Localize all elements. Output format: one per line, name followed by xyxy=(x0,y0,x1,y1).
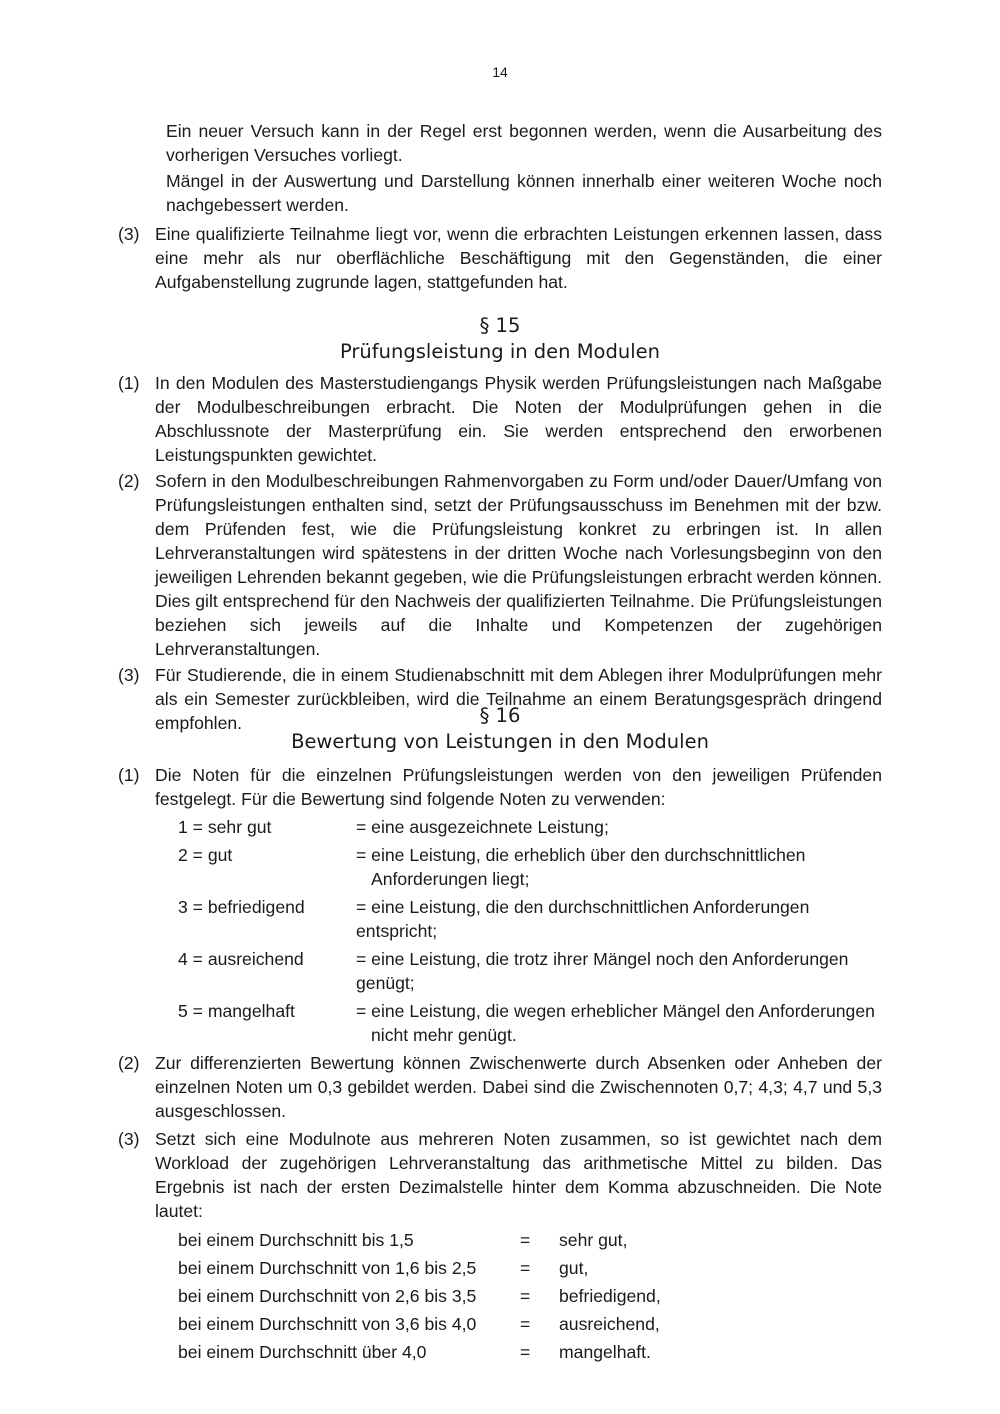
paragraph-text: In den Modulen des Masterstudiengangs Physik werden Prüfungsleistungen nach Maßgabe der Modulbeschreibungen erbracht. Die Noten der Modulprüfungen gehen in die Abschlussnote der Masterprüfung ein. Sie werden entsprechend den erworbenen Leistungspunkten gewichtet. xyxy=(155,373,882,465)
section-16-heading xyxy=(118,703,882,755)
average-row xyxy=(118,1228,882,1252)
average-row xyxy=(118,1256,882,1280)
grade-description: = eine Leistung, die wegen erheblicher Mängel den Anforderungen nicht mehr genügt. xyxy=(356,1001,875,1045)
section-title: Prüfungsleistung in den Modulen xyxy=(339,340,661,363)
average-row xyxy=(118,1284,882,1308)
grade-row xyxy=(118,815,882,839)
paragraph-text: Setzt sich eine Modulnote aus mehreren Noten zusammen, so ist gewichtet nach dem Workload der zugehörigen Lehrveranstaltung das arithmetische Mittel zu bilden. Das Ergebnis ist nach der ersten Dezimalstelle hinter dem Komma abzuschneiden. Die Note lautet: xyxy=(155,1129,882,1221)
grade-label: 5 = mangelhaft xyxy=(178,1001,295,1021)
paragraph-number: (1) xyxy=(118,373,140,393)
average-grade-table xyxy=(118,1228,882,1364)
average-result: mangelhaft. xyxy=(559,1342,651,1362)
paragraph-number: (2) xyxy=(118,1053,140,1073)
average-range: bei einem Durchschnitt von 3,6 bis 4,0 xyxy=(178,1314,477,1334)
grade-description: = eine Leistung, die erheblich über den durchschnittlichen Anforderungen liegt; xyxy=(356,845,806,889)
paragraph-text: Zur differenzierten Bewertung können Zwischenwerte durch Absenken oder Anheben der einzelnen Noten um 0,3 gebildet werden. Dabei sind die Zwischennoten 0,7; 4,3; 4,7 und 5,3 ausgeschlossen. xyxy=(155,1053,882,1121)
grade-row xyxy=(118,947,882,995)
average-row xyxy=(118,1312,882,1336)
paragraph-text: Sofern in den Modulbeschreibungen Rahmenvorgaben zu Form und/oder Dauer/Umfang von Prüfungsleistungen enthalten sind, setzt der Prüfungsausschuss im Benehmen mit der bzw. dem Prüfenden fest, wie die Prüfungsleistung konkret zu erbringen ist. In allen Lehrveranstaltungen wird spätestens in der dritten Woche nach Vorlesungsbeginn von den jeweiligen Lehrenden bekannt gegeben, wie die Prüfungsleistungen erbracht werden können. Dies gilt entsprechend für den Nachweis der qualifizierten Teilnahme. Die Prüfungsleistungen beziehen sich jeweils auf die Inhalte und Kompetenzen der zugehörigen Lehrveranstaltungen. xyxy=(155,471,882,659)
average-range: bei einem Durchschnitt über 4,0 xyxy=(178,1342,427,1362)
section-title: Bewertung von Leistungen in den Modulen xyxy=(291,730,709,753)
paragraph-text: Eine qualifizierte Teilnahme liegt vor, wenn die erbrachten Leistungen erkennen lassen, dass eine mehr als nur oberflächliche Beschäftigung mit den Gegenständen, die einer Aufgabenstellung zugrunde lagen, stattgefunden hat. xyxy=(155,224,882,292)
section-15-paragraph-1 xyxy=(118,371,882,467)
paragraph-number: (3) xyxy=(118,665,140,685)
equals-sign: = xyxy=(520,1286,531,1306)
equals-sign: = xyxy=(520,1230,531,1250)
section-15-heading xyxy=(118,313,882,365)
section-number: § 16 xyxy=(479,704,521,727)
grade-description: = eine Leistung, die den durchschnittlichen Anforderungen entspricht; xyxy=(356,897,810,941)
section-16-body xyxy=(118,763,882,1364)
page-number: 14 xyxy=(492,64,508,80)
paragraph-text: Für Studierende, die in einem Studienabschnitt mit dem Ablegen ihrer Modulprüfungen mehr als ein Semester zurückbleiben, wird die Teilnahme an einem Beratungsgespräch dringend empfohlen. xyxy=(155,665,882,733)
paragraph-text: Die Noten für die einzelnen Prüfungsleistungen werden von den jeweiligen Prüfenden festgelegt. Für die Bewertung sind folgende Noten zu verwenden: xyxy=(155,765,882,809)
grade-label: 3 = befriedigend xyxy=(178,897,305,917)
grade-description: = eine ausgezeichnete Leistung; xyxy=(356,817,609,837)
paragraph-number: (2) xyxy=(118,471,140,491)
average-range: bei einem Durchschnitt von 2,6 bis 3,5 xyxy=(178,1286,477,1306)
section-16-paragraph-2 xyxy=(118,1051,882,1123)
equals-sign: = xyxy=(520,1314,531,1334)
paragraph-3-prev xyxy=(118,222,882,294)
average-row xyxy=(118,1340,882,1364)
paragraph-number: (3) xyxy=(118,1129,140,1149)
average-result: ausreichend, xyxy=(559,1314,660,1334)
grade-label: 4 = ausreichend xyxy=(178,949,304,969)
average-result: befriedigend, xyxy=(559,1286,661,1306)
average-result: sehr gut, xyxy=(559,1230,628,1250)
section-number: § 15 xyxy=(479,314,521,337)
grade-label: 1 = sehr gut xyxy=(178,817,272,837)
intro-paragraph-2: Mängel in der Auswertung und Darstellung können innerhalb einer weiteren Woche noch nachgebessert werden. xyxy=(166,171,882,215)
section-16-paragraph-1 xyxy=(118,763,882,811)
equals-sign: = xyxy=(520,1258,531,1278)
grade-description: = eine Leistung, die trotz ihrer Mängel noch den Anforderungen genügt; xyxy=(356,949,849,993)
grade-row xyxy=(118,895,882,943)
grade-row xyxy=(118,843,882,891)
grade-label: 2 = gut xyxy=(178,845,233,865)
grade-row xyxy=(118,999,882,1047)
average-range: bei einem Durchschnitt von 1,6 bis 2,5 xyxy=(178,1258,477,1278)
average-range: bei einem Durchschnitt bis 1,5 xyxy=(178,1230,414,1250)
intro-paragraph-1: Ein neuer Versuch kann in der Regel erst begonnen werden, wenn die Ausarbeitung des vorherigen Versuches vorliegt. xyxy=(166,121,882,165)
equals-sign: = xyxy=(520,1342,531,1362)
paragraph-number: (3) xyxy=(118,224,140,244)
intro-continuation xyxy=(118,119,882,217)
paragraph-number: (1) xyxy=(118,765,140,785)
grade-scale xyxy=(118,815,882,1047)
section-15-paragraph-2 xyxy=(118,469,882,661)
average-result: gut, xyxy=(559,1258,589,1278)
section-16-paragraph-3 xyxy=(118,1127,882,1223)
section-15-body xyxy=(118,371,882,735)
